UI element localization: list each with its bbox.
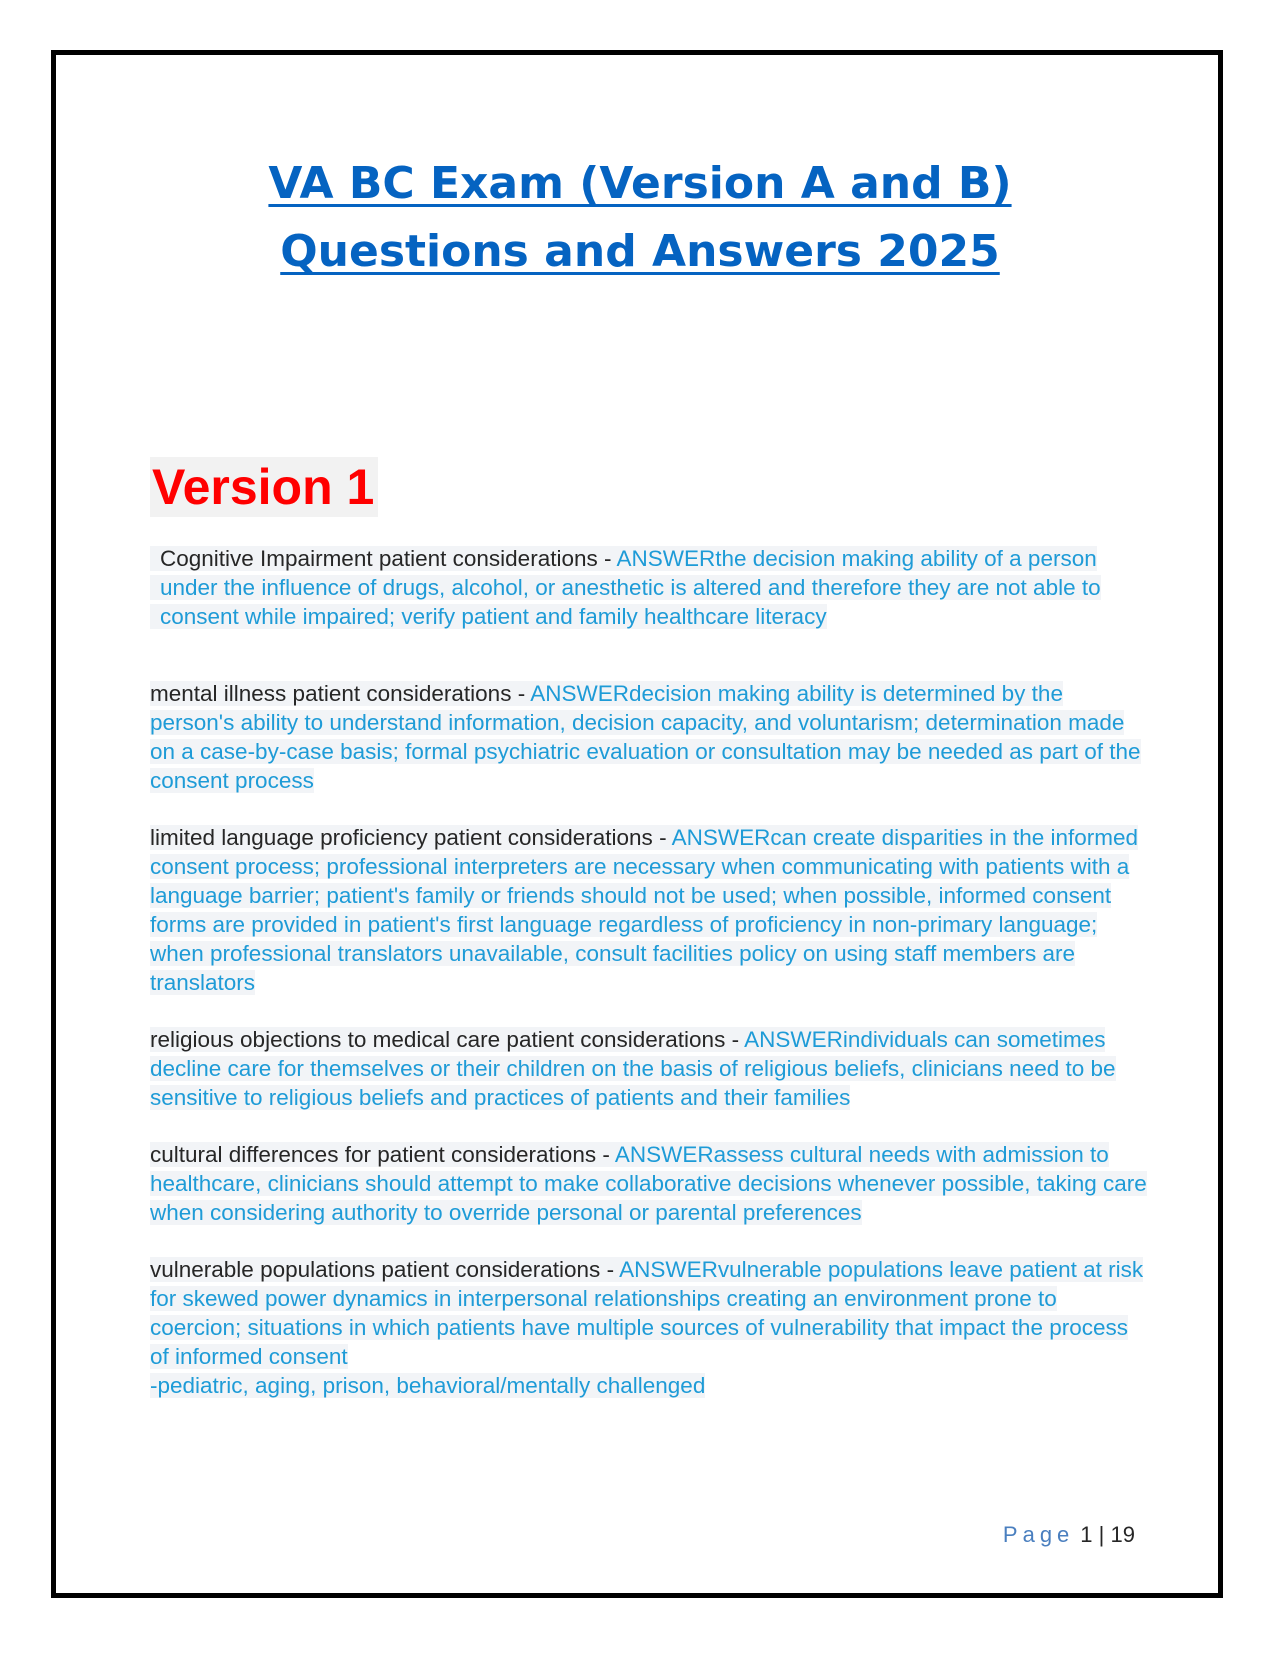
question-text: limited language proficiency patient considerations	[150, 825, 653, 850]
answer-text: can create disparities in the informed consent process; professional interpreters are necessary when communicating with patients with a language barrier; patient's family or friends should not be used; when possible, informed consent forms are provided in patient's first language regardless of proficiency in non-primary language; when professional translators unavailable, consult facilities policy on using staff members are translators	[150, 825, 1139, 995]
answer-text: the decision making ability of a person under the influence of drugs, alcohol, or anesthetic is altered and therefore they are not able to consent while impaired; verify patient and family healthcare literacy	[160, 546, 1101, 629]
total-pages: 19	[1110, 1522, 1135, 1547]
qa-item: cultural differences for patient considerations - ANSWERassess cultural needs with admission to healthcare, clinicians should attempt to make collaborative decisions whenever possible, taking care when considering authority to override personal or parental preferences	[150, 1142, 1147, 1225]
answer-extra-text: -pediatric, aging, prison, behavioral/mentally challenged	[150, 1373, 706, 1398]
answer-tag: ANSWER	[671, 825, 771, 850]
qa-item: religious objections to medical care patient considerations - ANSWERindividuals can sometimes decline care for themselves or their children on the basis of religious beliefs, clinicians need to be sensitive to religious beliefs and practices of patients and their families	[150, 1027, 1116, 1110]
page-label: Page	[1002, 1522, 1075, 1547]
page-separator: |	[1098, 1522, 1105, 1547]
document-title-line-2: Questions and Answers 2025	[280, 226, 1000, 277]
qa-list	[150, 544, 1150, 1428]
question-text: mental illness patient considerations	[150, 681, 512, 706]
qa-item: vulnerable populations patient considerations - ANSWERvulnerable populations leave patient at risk for skewed power dynamics in interpersonal relationships creating an environment prone to coercion; situations in which patients have multiple sources of vulnerability that impact the process of informed consent -pediatric, aging, prison, behavioral/mentally challenged	[150, 1257, 1144, 1398]
qa-item: mental illness patient considerations - ANSWERdecision making ability is determined by the person's ability to understand information, decision capacity, and voluntarism; determination made on a case-by-case basis; formal psychiatric evaluation or consultation may be needed as part of the consent process	[150, 681, 1141, 793]
question-text: religious objections to medical care patient considerations	[150, 1027, 726, 1052]
answer-tag: ANSWER	[616, 546, 716, 571]
answer-tag: ANSWER	[530, 681, 629, 706]
page-number: 1	[1080, 1522, 1093, 1547]
answer-text: decision making ability is determined by the person's ability to understand information, decision capacity, and voluntarism; determination made on a case-by-case basis; formal psychiatric evaluation or consultation may be needed as part of the consent process	[150, 681, 1141, 793]
question-text: vulnerable populations patient considerations	[150, 1257, 601, 1282]
answer-tag: ANSWER	[619, 1257, 718, 1282]
section-heading: Version 1	[150, 457, 378, 517]
document-title-line-1: VA BC Exam (Version A and B)	[268, 158, 1012, 209]
page-footer	[1003, 1522, 1135, 1548]
answer-tag: ANSWER	[614, 1142, 714, 1167]
answer-text: individuals can sometimes decline care for themselves or their children on the basis of religious beliefs, clinicians need to be sensitive to religious beliefs and practices of patients and their families	[150, 1027, 1116, 1110]
qa-item: limited language proficiency patient considerations - ANSWERcan create disparities in the informed consent process; professional interpreters are necessary when communicating with patients with a language barrier; patient's family or friends should not be used; when possible, informed consent forms are provided in patient's first language regardless of proficiency in non-primary language; when professional translators unavailable, consult facilities policy on using staff members are translators	[150, 825, 1139, 995]
qa-item: Cognitive Impairment patient considerations - ANSWERthe decision making ability of a person under the influence of drugs, alcohol, or anesthetic is altered and therefore they are not able to consent while impaired; verify patient and family healthcare literacy	[150, 544, 1150, 631]
question-text: Cognitive Impairment patient considerations	[160, 546, 598, 571]
answer-text: assess cultural needs with admission to healthcare, clinicians should attempt to make collaborative decisions whenever possible, taking care when considering authority to override personal or parental preferences	[150, 1142, 1147, 1225]
answer-tag: ANSWER	[744, 1027, 843, 1052]
question-text: cultural differences for patient considerations	[150, 1142, 597, 1167]
answer-text: vulnerable populations leave patient at risk for skewed power dynamics in interpersonal relationships creating an environment prone to coercion; situations in which patients have multiple sources of vulnerability that impact the process of informed consent	[150, 1257, 1144, 1369]
